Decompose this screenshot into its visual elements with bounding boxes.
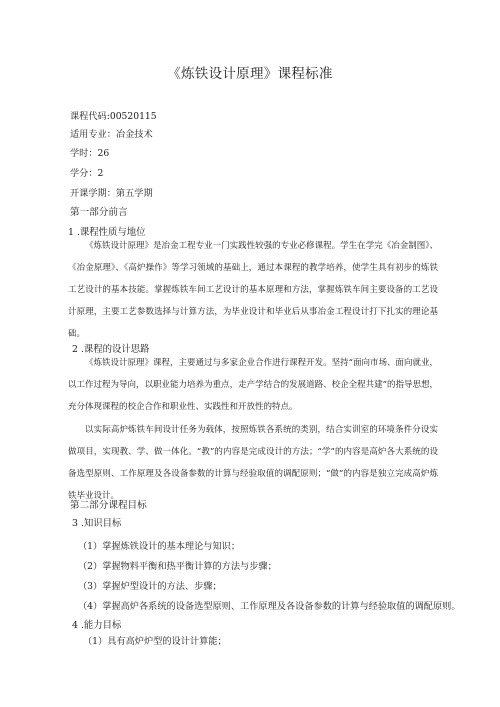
section4-title: 4 .能力目标 bbox=[72, 620, 122, 631]
knowledge-item: （1）掌握炼铁设计的基本理论与知识； bbox=[78, 541, 241, 552]
credits: 学分：2 bbox=[70, 168, 104, 179]
part2-heading: 第二部分课程目标 bbox=[70, 500, 147, 511]
knowledge-item: （2）掌握物料平衡和热平衡计算的方法与步骤； bbox=[78, 561, 277, 572]
class-hours: 学时：26 bbox=[70, 148, 110, 159]
course-code: 课程代码:00520115 bbox=[70, 111, 157, 122]
section1-paragraph: 《炼铁设计原理》是冶金工程专业一门实践性较强的专业必修课程。学生在学完《冶金制图》、《冶金原理》、《高炉操作》等学习领域的基础上，通过本课程的教学培养，使学生具有初步的炼铁工艺设计的基本技能。掌握炼铁车间工艺设计的基本原理和方法，掌握炼铁车间主要设备的工艺设计原理，主要工艺参数选择与计算方法，为毕业设计和毕业后从事冶金工程设计打下扎实的理论基础。 bbox=[68, 241, 438, 339]
section2-title: 2 .课程的设计思路 bbox=[72, 344, 150, 355]
applicable-major: 适用专业：冶金技术 bbox=[70, 129, 153, 140]
section2-paragraph1: 《炼铁设计原理》课程，主要通过与多家企业合作进行课程开发。坚持“面向市场、面向就业，以工作过程为导向，以职业能力培养为重点，走产学结合的发展道路、校企全程共建”的指导思想，充分体现课程的校企合作和职业性、实践性和开放性的特点。 bbox=[68, 358, 438, 412]
part1-heading: 第一部分前言 bbox=[70, 207, 128, 218]
section2-paragraph2: 以实际高炉炼铁车间设计任务为载体，按照炼铁各系统的类别，结合实训室的环境条件分设实做项目，实现教、学、做一体化。“教”的内容是完成设计的方法；“学”的内容是高炉各大系统的设备选型原则、工作原理及各设备参数的计算与经验取值的调配原则；“做”的内容是独立完成高炉炼铁毕业设计。 bbox=[68, 425, 438, 501]
knowledge-item: （4）掌握高炉各系统的设备选型原则、工作原理及各设备参数的计算与经验取值的调配原则。 bbox=[78, 601, 461, 612]
section1-title: 1 .课程性质与地位 bbox=[68, 227, 146, 238]
document-title: 《炼铁设计原理》课程标准 bbox=[167, 66, 333, 82]
section3-title: 3 .知识目标 bbox=[72, 518, 122, 529]
ability-item: （1）具有高炉炉型的设计计算能； bbox=[83, 636, 227, 647]
semester: 开课学期：第五学期 bbox=[70, 188, 153, 199]
knowledge-item: （3）掌握炉型设计的方法、步骤； bbox=[78, 581, 222, 592]
